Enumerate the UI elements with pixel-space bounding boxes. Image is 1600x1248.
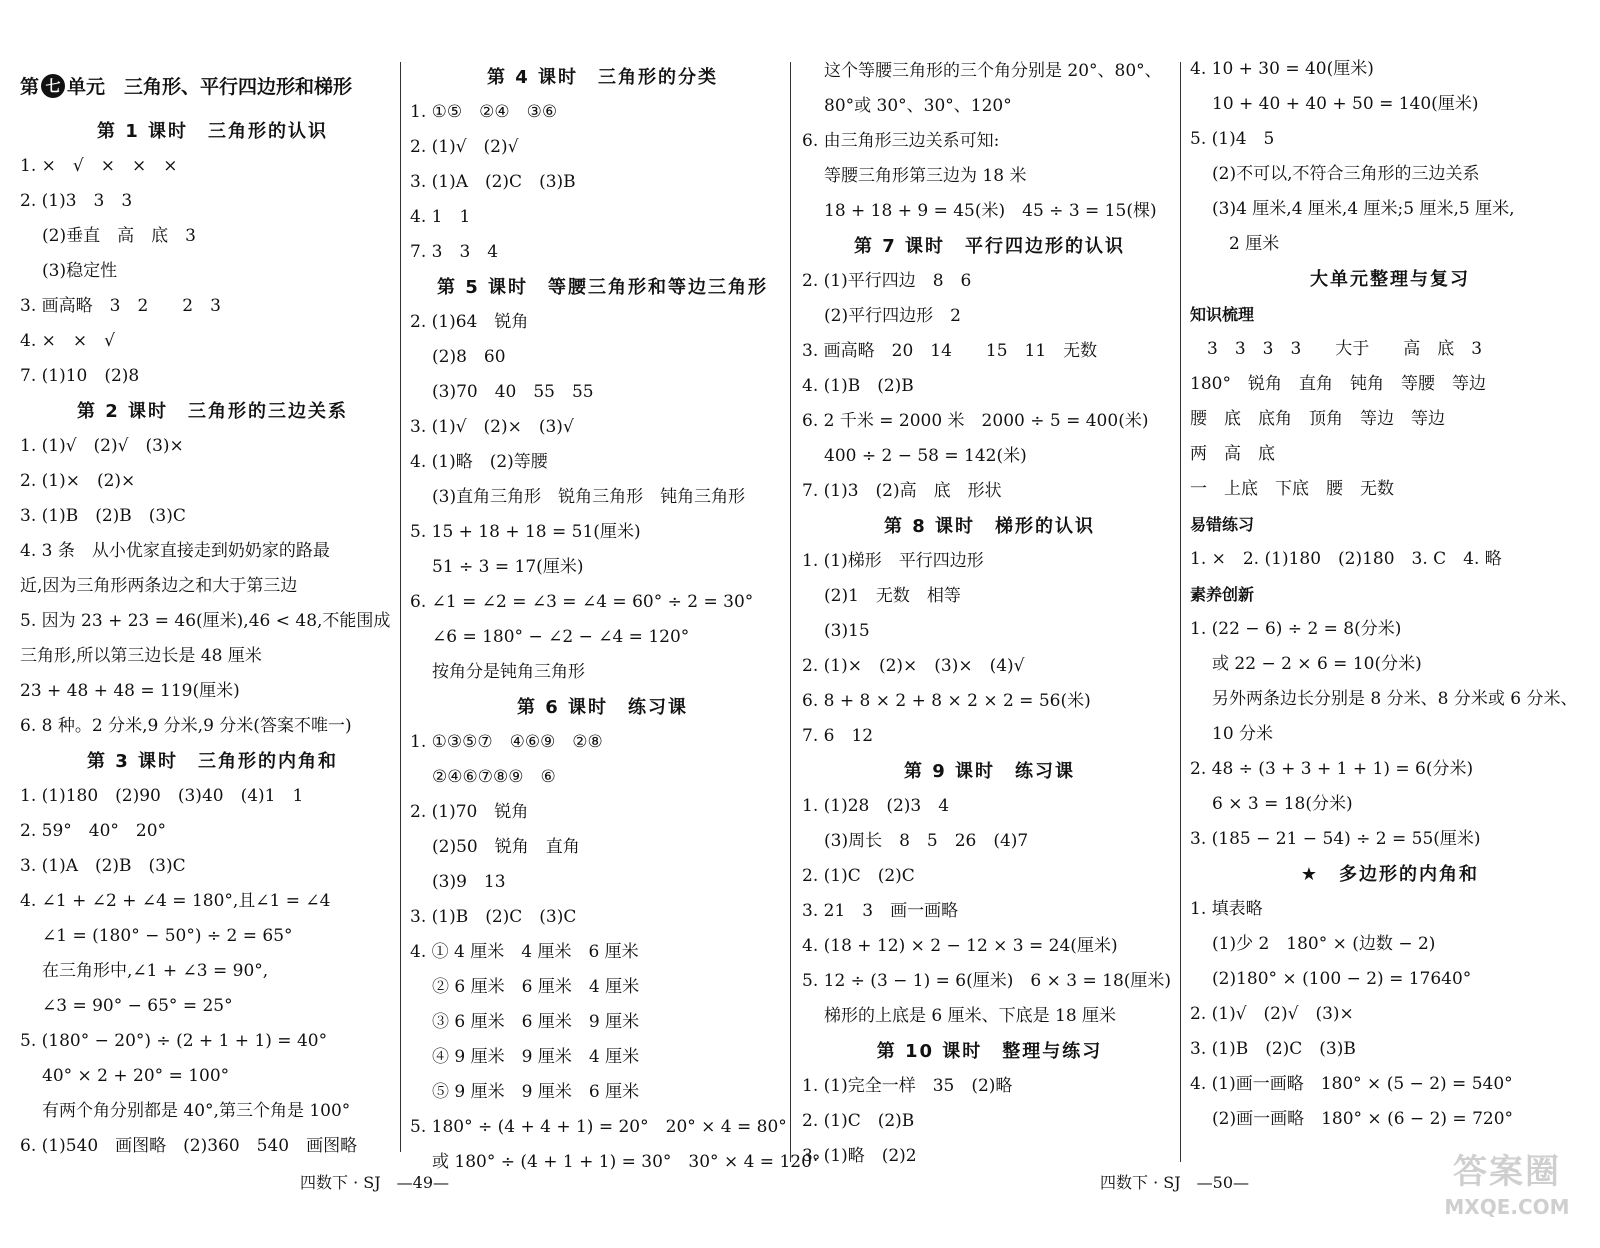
answer-line: 4. × × √ — [20, 331, 115, 351]
unit-title — [20, 62, 352, 112]
answer-line: 1. ①⑤ ②④ ③⑥ — [410, 102, 558, 122]
answer-line: 3. (1)B (2)C (3)C — [410, 907, 577, 927]
answer-line: 2. 59° 40° 20° — [20, 821, 167, 841]
answer-line: 1. × 2. (1)180 (2)180 3. C 4. 略 — [1190, 549, 1502, 569]
answer-line-indented: 另外两条边长分别是 8 分米、8 分米或 6 分米、 — [1212, 689, 1578, 709]
answer-line-indented: 或 180° ÷ (4 + 1 + 1) = 30° 30° × 4 = 120° — [432, 1152, 821, 1172]
answer-line-indented: 有两个角分别都是 40°,第三个角是 100° — [42, 1101, 351, 1121]
answer-line: 3. (1)B (2)B (3)C — [20, 506, 186, 526]
answer-line: 6. 2 千米 = 2000 米 2000 ÷ 5 = 400(米) — [802, 411, 1149, 431]
answer-line: 5. 因为 23 + 23 = 46(厘米),46 < 48,不能围成 — [20, 611, 391, 631]
answer-line-indented: ③ 6 厘米 6 厘米 9 厘米 — [432, 1012, 640, 1032]
lesson-heading: 第 10 课时 整理与练习 — [876, 1041, 1103, 1062]
answer-line-indented: ∠1 = (180° − 50°) ÷ 2 = 65° — [42, 926, 293, 946]
answer-line-indented: 40° × 2 + 20° = 100° — [42, 1066, 230, 1086]
answer-line: 1. (1)√ (2)√ (3)× — [20, 436, 184, 456]
answer-line-indented: (2)不可以,不符合三角形的三边关系 — [1212, 164, 1480, 184]
unit-prefix: 第 — [20, 76, 40, 98]
answer-line: 近,因为三角形两条边之和大于第三边 — [20, 576, 298, 596]
answer-line-indented: (2)平行四边形 2 — [824, 306, 961, 326]
answer-line: 2. (1)× (2)× — [20, 471, 136, 491]
answer-line: 2. (1)平行四边 8 6 — [802, 271, 972, 291]
answer-line: 三角形,所以第三边长是 48 厘米 — [20, 646, 262, 666]
answer-line: 2. (1)64 锐角 — [410, 312, 529, 332]
answer-line-indented: (2)180° × (100 − 2) = 17640° — [1212, 969, 1472, 989]
answer-line: 3. 画高略 20 14 15 11 无数 — [802, 341, 1098, 361]
answer-line: 5. 12 ÷ (3 − 1) = 6(厘米) 6 × 3 = 18(厘米) — [802, 971, 1172, 991]
lesson-heading: 第 3 课时 三角形的内角和 — [86, 751, 339, 772]
answer-line: 3. (1)A (2)B (3)C — [20, 856, 186, 876]
answer-line-indented: (1)少 2 180° × (边数 − 2) — [1212, 934, 1436, 954]
column-divider — [1180, 62, 1181, 1162]
answer-line: 6. ∠1 = ∠2 = ∠3 = ∠4 = 60° ÷ 2 = 30° — [410, 592, 754, 612]
answer-line-indented: (3)15 — [824, 621, 870, 641]
answer-column-3 — [802, 54, 1177, 1174]
answer-line-indented: 这个等腰三角形的三个角分别是 20°、80°、 — [824, 61, 1162, 81]
answer-line: 5. 180° ÷ (4 + 4 + 1) = 20° 20° × 4 = 80° — [410, 1117, 787, 1137]
answer-line: 23 + 48 + 48 = 119(厘米) — [20, 681, 240, 701]
answer-line-indented: (3)4 厘米,4 厘米,4 厘米;5 厘米,5 厘米, — [1212, 199, 1515, 219]
answer-line: 1. (1)28 (2)3 4 — [802, 796, 950, 816]
lesson-heading: 第 6 课时 练习课 — [516, 697, 689, 718]
answer-line: 2. 48 ÷ (3 + 3 + 1 + 1) = 6(分米) — [1190, 759, 1474, 779]
answer-line: 2. (1)× (2)× (3)× (4)√ — [802, 656, 1025, 676]
answer-line-indented: ⑤ 9 厘米 9 厘米 6 厘米 — [432, 1082, 640, 1102]
answer-line: 2. (1)√ (2)√ (3)× — [1190, 1004, 1354, 1024]
answer-column-2 — [410, 60, 821, 1180]
answer-line-indented: (2)50 锐角 直角 — [432, 837, 580, 857]
answer-line-indented: (2)1 无数 相等 — [824, 586, 961, 606]
answer-line: 1. (22 − 6) ÷ 2 = 8(分米) — [1190, 619, 1402, 639]
answer-line: 3. 画高略 3 2 2 3 — [20, 296, 221, 316]
section-label: 知识梳理 — [1190, 305, 1255, 324]
answer-line: 3. (1)略 (2)2 — [802, 1146, 917, 1166]
answer-line-indented: 或 22 − 2 × 6 = 10(分米) — [1212, 654, 1422, 674]
answer-line-indented: 等腰三角形第三边为 18 米 — [824, 166, 1027, 186]
answer-line-indented: 18 + 18 + 9 = 45(米) 45 ÷ 3 = 15(棵) — [824, 201, 1157, 221]
lesson-heading: 第 1 课时 三角形的认识 — [96, 121, 329, 142]
answer-line-indented: (2)8 60 — [432, 347, 506, 367]
page-footer-right: 四数下 · SJ —50— — [1100, 1173, 1249, 1192]
answer-line-indented: 按角分是钝角三角形 — [432, 662, 585, 682]
answer-line: 6. 8 + 8 × 2 + 8 × 2 × 2 = 56(米) — [802, 691, 1091, 711]
answer-line: 3. 21 3 画一画略 — [802, 901, 959, 921]
watermark-url: MXQE.COM — [1444, 1195, 1570, 1219]
answer-line: 5. (1)4 5 — [1190, 129, 1275, 149]
answer-line-indented: ∠3 = 90° − 65° = 25° — [42, 996, 233, 1016]
answer-line: 4. (1)略 (2)等腰 — [410, 452, 548, 472]
answer-line-indented: 在三角形中,∠1 + ∠3 = 90°, — [42, 961, 269, 981]
answer-line-indented: (3)直角三角形 锐角三角形 钝角三角形 — [432, 487, 746, 507]
unit-suffix: 单元 — [67, 76, 106, 98]
answer-line: 4. (1)画一画略 180° × (5 − 2) = 540° — [1190, 1074, 1513, 1094]
answer-line: 2. (1)C (2)B — [802, 1111, 915, 1131]
answer-line: 1. (1)完全一样 35 (2)略 — [802, 1076, 1013, 1096]
answer-line-indented: ∠6 = 180° − ∠2 − ∠4 = 120° — [432, 627, 690, 647]
answer-line: 2. (1)3 3 3 — [20, 191, 133, 211]
answer-line-indented: (3)9 13 — [432, 872, 506, 892]
answer-line: 180° 锐角 直角 钝角 等腰 等边 — [1190, 374, 1486, 394]
answer-line: 6. (1)540 画图略 (2)360 540 画图略 — [20, 1136, 358, 1156]
answer-line: 4. ① 4 厘米 4 厘米 6 厘米 — [410, 942, 639, 962]
answer-line-indented: 6 × 3 = 18(分米) — [1212, 794, 1353, 814]
answer-line: 2. (1)C (2)C — [802, 866, 915, 886]
answer-line: 5. (180° − 20°) ÷ (2 + 1 + 1) = 40° — [20, 1031, 328, 1051]
answer-line-indented: 51 ÷ 3 = 17(厘米) — [432, 557, 584, 577]
answer-line: 6. 由三角形三边关系可知: — [802, 131, 1000, 151]
section-label: 易错练习 — [1190, 515, 1255, 534]
answer-line: 7. (1)3 (2)高 底 形状 — [802, 481, 1002, 501]
answer-line: 2. (1)70 锐角 — [410, 802, 529, 822]
answer-line: 腰 底 底角 顶角 等边 等边 — [1190, 409, 1445, 429]
answer-line: 6. 8 种。2 分米,9 分米,9 分米(答案不唯一) — [20, 716, 352, 736]
answer-line: 3 3 3 3 大于 高 底 3 — [1190, 339, 1483, 359]
answer-column-4 — [1190, 52, 1590, 1137]
answer-line-indented: (3)70 40 55 55 — [432, 382, 594, 402]
answer-line-indented: ④ 9 厘米 9 厘米 4 厘米 — [432, 1047, 640, 1067]
answer-line-indented: 10 + 40 + 40 + 50 = 140(厘米) — [1212, 94, 1479, 114]
lesson-heading: ★ 多边形的内角和 — [1300, 864, 1480, 885]
column-divider — [400, 62, 401, 1152]
answer-line-indented: (3)稳定性 — [42, 261, 118, 281]
answer-line: 7. (1)10 (2)8 — [20, 366, 140, 386]
answer-line: 一 上底 下底 腰 无数 — [1190, 479, 1394, 499]
answer-line: 3. (1)√ (2)× (3)√ — [410, 417, 574, 437]
answer-line-indented: ② 6 厘米 6 厘米 4 厘米 — [432, 977, 640, 997]
answer-line: 1. 填表略 — [1190, 899, 1263, 919]
lesson-heading: 第 5 课时 等腰三角形和等边三角形 — [436, 277, 769, 298]
answer-line: 4. 3 条 从小优家直接走到奶奶家的路最 — [20, 541, 330, 561]
answer-line-indented: 2 厘米 — [1212, 234, 1280, 254]
watermark — [1432, 1150, 1582, 1230]
lesson-heading: 第 9 课时 练习课 — [903, 761, 1076, 782]
answer-line: 1. (1)180 (2)90 (3)40 (4)1 1 — [20, 786, 304, 806]
answer-line: 两 高 底 — [1190, 444, 1275, 464]
answer-line: 1. (1)梯形 平行四边形 — [802, 551, 984, 571]
answer-line-indented: (2)画一画略 180° × (6 − 2) = 720° — [1212, 1109, 1514, 1129]
lesson-heading: 第 8 课时 梯形的认识 — [883, 516, 1096, 537]
answer-line-indented: 80°或 30°、30°、120° — [824, 96, 1012, 116]
lesson-heading: 大单元整理与复习 — [1310, 269, 1470, 290]
answer-line: 7. 6 12 — [802, 726, 874, 746]
answer-line-indented: 400 ÷ 2 − 58 = 142(米) — [824, 446, 1027, 466]
section-label: 素养创新 — [1190, 585, 1255, 604]
answer-line-indented: ②④⑥⑦⑧⑨ ⑥ — [432, 767, 556, 787]
watermark-text: 答案圈 — [1453, 1152, 1561, 1192]
column-divider — [790, 62, 791, 1162]
answer-line: 3. (1)A (2)C (3)B — [410, 172, 576, 192]
answer-line-indented: (3)周长 8 5 26 (4)7 — [824, 831, 1029, 851]
page-footer-left: 四数下 · SJ —49— — [300, 1173, 449, 1192]
answer-line: 3. (185 − 21 − 54) ÷ 2 = 55(厘米) — [1190, 829, 1481, 849]
unit-number-badge: 七 — [41, 74, 65, 98]
lesson-heading: 第 2 课时 三角形的三边关系 — [76, 401, 349, 422]
answer-line: 4. (1)B (2)B — [802, 376, 914, 396]
answer-line: 5. 15 + 18 + 18 = 51(厘米) — [410, 522, 641, 542]
answer-line: 3. (1)B (2)C (3)B — [1190, 1039, 1356, 1059]
answer-line: 7. 3 3 4 — [410, 242, 499, 262]
answer-line-indented: (2)垂直 高 底 3 — [42, 226, 196, 246]
answer-line-indented: 梯形的上底是 6 厘米、下底是 18 厘米 — [824, 1006, 1117, 1026]
answer-line: 2. (1)√ (2)√ — [410, 137, 519, 157]
answer-line: 4. ∠1 + ∠2 + ∠4 = 180°,且∠1 = ∠4 — [20, 891, 331, 911]
answer-line: 4. (18 + 12) × 2 − 12 × 3 = 24(厘米) — [802, 936, 1118, 956]
answer-line: 1. × √ × × × — [20, 156, 178, 176]
lesson-heading: 第 7 课时 平行四边形的认识 — [853, 236, 1126, 257]
answer-column-1 — [20, 114, 405, 1164]
unit-name: 三角形、平行四边形和梯形 — [124, 76, 353, 98]
answer-line: 4. 10 + 30 = 40(厘米) — [1190, 59, 1374, 79]
lesson-heading: 第 4 课时 三角形的分类 — [486, 67, 719, 88]
answer-line: 1. ①③⑤⑦ ④⑥⑨ ②⑧ — [410, 732, 603, 752]
answer-line-indented: 10 分米 — [1212, 724, 1274, 744]
answer-line: 4. 1 1 — [410, 207, 471, 227]
